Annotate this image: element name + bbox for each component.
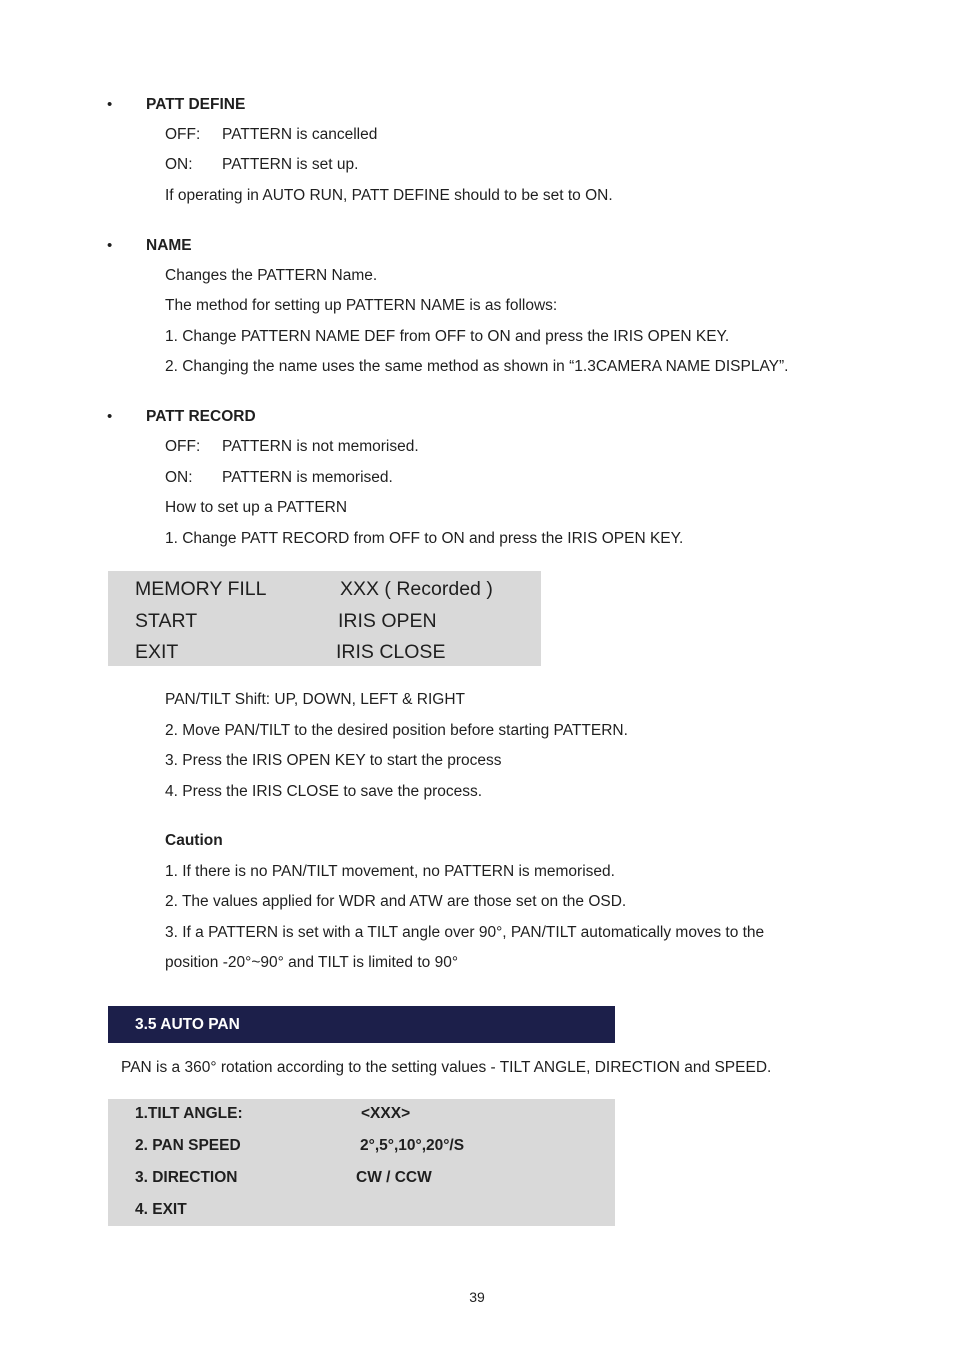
off-key: OFF: [165,438,201,455]
on-key: ON: [165,469,193,486]
on-text: PATTERN is set up. [222,156,359,173]
auto-run-note: If operating in AUTO RUN, PATT DEFINE should to be set to ON. [165,187,613,204]
off-text: PATTERN is not memorised. [222,438,419,455]
menu-value-pan-speed: 2°,5°,10°,20°/S [360,1137,465,1154]
bullet: • [107,237,113,254]
bullet: • [107,408,113,425]
patt-record-title: PATT RECORD [146,408,256,425]
menu-value-direction: CW / CCW [356,1169,432,1186]
off-text: PATTERN is cancelled [222,126,378,143]
auto-pan-heading-banner [108,1006,615,1043]
menu-value-exit: IRIS CLOSE [336,641,446,663]
menu-value-tilt-angle: <XXX> [361,1105,411,1122]
page-number: 39 [469,1289,485,1305]
auto-pan-heading: 3.5 AUTO PAN [135,1016,240,1033]
caution-title: Caution [165,832,223,849]
off-key: OFF: [165,126,201,143]
patt-define-title: PATT DEFINE [146,96,246,113]
caution-item-3: 3. If a PATTERN is set with a TILT angle over 90°, PAN/TILT automatically moves to the [165,924,765,941]
caution-item-3-continued: position -20°~90° and TILT is limited to 90° [165,954,459,971]
record-step-2: 2. Move PAN/TILT to the desired position before starting PATTERN. [165,722,628,739]
menu-value-memory-fill: XXX ( Recorded ) [340,578,493,600]
record-step-4: 4. Press the IRIS CLOSE to save the process. [165,783,483,800]
name-line-1: Changes the PATTERN Name. [165,267,378,284]
menu-label-memory-fill: MEMORY FILL [135,578,267,600]
auto-pan-menu-box [108,1099,615,1226]
bullet: • [107,96,113,113]
name-step-1: 1. Change PATTERN NAME DEF from OFF to ON and press the IRIS OPEN KEY. [165,328,730,345]
menu-label-exit: 4. EXIT [135,1201,187,1218]
menu-label-tilt-angle: 1.TILT ANGLE: [135,1105,243,1122]
record-menu-box [108,571,541,666]
name-step-2: 2. Changing the name uses the same method as shown in “1.3CAMERA NAME DISPLAY”. [165,358,789,375]
menu-label-start: START [135,610,198,632]
auto-pan-description: PAN is a 360° rotation according to the setting values - TILT ANGLE, DIRECTION and SPEED. [121,1059,772,1076]
name-line-2: The method for setting up PATTERN NAME is as follows: [165,297,558,314]
caution-item-1: 1. If there is no PAN/TILT movement, no PATTERN is memorised. [165,863,615,880]
menu-label-direction: 3. DIRECTION [135,1169,238,1186]
caution-item-2: 2. The values applied for WDR and ATW are those set on the OSD. [165,893,627,910]
on-key: ON: [165,156,193,173]
record-step-3: 3. Press the IRIS OPEN KEY to start the process [165,752,502,769]
menu-value-start: IRIS OPEN [338,610,437,632]
menu-label-pan-speed: 2. PAN SPEED [135,1137,241,1154]
record-step-1: 1. Change PATT RECORD from OFF to ON and press the IRIS OPEN KEY. [165,530,684,547]
pan-tilt-shift: PAN/TILT Shift: UP, DOWN, LEFT & RIGHT [165,691,466,708]
on-text: PATTERN is memorised. [222,469,393,486]
menu-label-exit: EXIT [135,641,179,663]
name-title: NAME [146,237,192,254]
howto-text: How to set up a PATTERN [165,499,348,516]
